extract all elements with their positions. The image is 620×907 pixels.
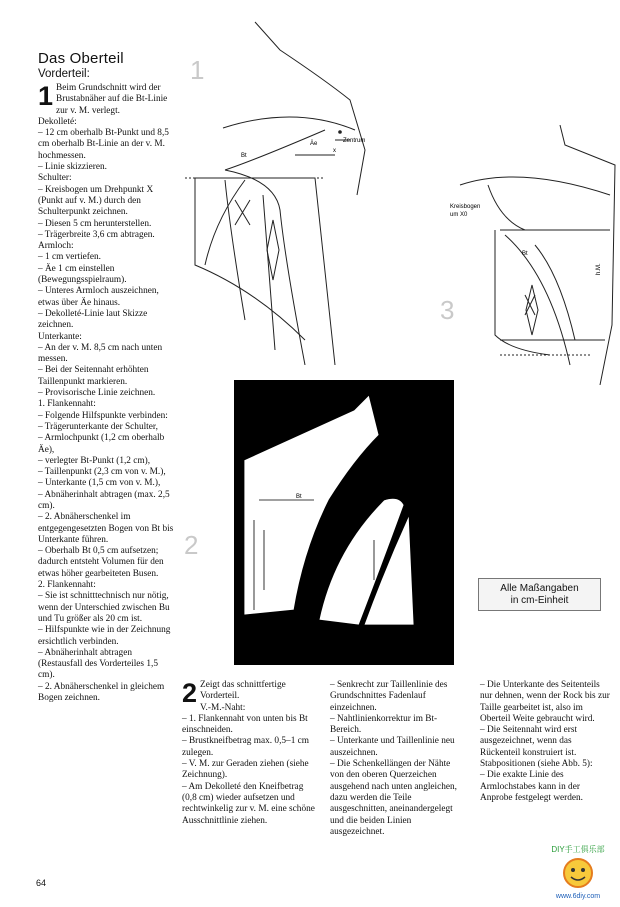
- col1-line: – Äe 1 cm einstellen (Bewegungsspielraum).: [38, 263, 127, 286]
- col4-line: Stabpositionen (siehe Abb. 5):: [480, 759, 593, 770]
- col1-line: – Taillenpunkt (2,3 cm von v. M.),: [38, 467, 166, 478]
- text-column-1: [38, 83, 175, 704]
- fig1-label-x: x: [333, 148, 336, 154]
- col2-intro: Zeigt das schnittfertige Vorderteil.: [200, 680, 286, 702]
- col1-line: – Kreisbogen um Drehpunkt X (Punkt auf v. M.) durch den Schulterpunkt zeichnen.: [38, 184, 154, 218]
- text-column-3: [330, 680, 464, 838]
- logo-circle: [564, 859, 592, 887]
- intro-paragraph: [38, 83, 175, 117]
- fig3-outline: [560, 125, 615, 385]
- col2-line: – Brustkneifbetrag max. 0,5–1 cm zulegen.: [182, 736, 310, 758]
- measurement-note: [478, 578, 601, 611]
- col1-line: – Provisorische Linie zeichnen.: [38, 388, 156, 399]
- fig3-label-um-x: um X0: [450, 212, 468, 218]
- figure-2-number: 2: [184, 530, 199, 560]
- col1-line: – 2. Abnäherschenkel im entgegengesetzten Bogen von Bt bis Unterkante führen.: [38, 512, 174, 545]
- col3-line: – Unterkante und Taillenlinie neu auszeichnen.: [330, 736, 455, 758]
- logo-url: www.6diy.com: [555, 893, 601, 900]
- section-subtitle: Vorderteil:: [38, 68, 90, 80]
- fig3-panel-seam-1: [505, 235, 570, 365]
- col3-line: – Die Schenkellängen der Nähte von den oberen Querzeichen ausgehend nach unten angleichen, dazu werden die Teile ausgeschnitten, aneinandergelegt und die beiden Linien ausgezeichnet.: [330, 759, 458, 837]
- col1-line: Schulter:: [38, 173, 72, 184]
- fig1-cross-mark: [235, 200, 250, 225]
- col1-line: – Diesen 5 cm herunterstellen.: [38, 218, 152, 229]
- fig1-label-ae: Äe: [310, 141, 318, 147]
- col1-line: – Folgende Hilfspunkte verbinden:: [38, 410, 168, 421]
- col1-line: Armloch:: [38, 241, 74, 252]
- dropcap-2: 2: [182, 678, 198, 708]
- fig1-label-bt: Bt: [241, 153, 247, 159]
- fig1-panel-seam-2: [205, 180, 245, 265]
- site-logo: [538, 840, 618, 902]
- col1-line: – An der v. M. 8,5 cm nach unten messen.: [38, 342, 163, 365]
- figure-1: [185, 20, 435, 365]
- col2-line: – 1. Flankennaht von unten bis Bt einschneiden.: [182, 713, 308, 736]
- logo-text: DIY手工俱乐部: [551, 845, 605, 854]
- fig3-label-bt: Bt: [522, 251, 528, 257]
- logo-eye-left: [571, 868, 575, 872]
- page-title: Das Oberteil: [38, 50, 124, 67]
- fig1-vertical-line: [263, 195, 275, 350]
- note-line-2: in cm-Einheit: [510, 595, 569, 606]
- col1-line: – Linie skizzieren.: [38, 162, 107, 173]
- col1-line: 2. Flankennaht:: [38, 580, 96, 591]
- col4-line: – Die Seitennaht wird erst ausgezeichnet, wenn das Rückenteil konstruiert ist.: [480, 725, 578, 758]
- figure-3-number: 3: [440, 295, 455, 325]
- fig3-shoulder-arc: [460, 177, 610, 195]
- col1-line: – 12 cm oberhalb Bt-Punkt und 8,5 cm oberhalb Bt-Linie an der v. M. hochmessen.: [38, 128, 169, 161]
- col1-line: – Unterkante (1,5 cm von v. M.),: [38, 478, 161, 489]
- intro-text: Beim Grundschnitt wird der Brustabnäher auf die Bt-Linie zur v. M. verlegt.: [56, 83, 168, 116]
- col3-line: – Senkrecht zur Taillenlinie des Grundschnittes Fadenlauf einzeichnen.: [330, 680, 448, 713]
- dropcap-1: 1: [38, 81, 54, 111]
- figure-2: [234, 380, 454, 665]
- col2-line: – V. M. zur Geraden ziehen (siehe Zeichnung).: [182, 759, 309, 781]
- col1-line: – verlegter Bt-Punkt (1,2 cm),: [38, 455, 151, 466]
- col1-line: – Bei der Seitennaht erhöhten Taillenpunkt markieren.: [38, 365, 149, 387]
- fig3-panel-seam-2: [535, 245, 575, 340]
- col1-line: – Dekolleté-Linie laut Skizze zeichnen.: [38, 308, 148, 331]
- fig1-neckline: [225, 130, 325, 170]
- col2-line: – Am Dekolleté den Kneifbetrag (0,8 cm) wieder aufsetzen und rechtwinkelig zur v. M. eine schöne Ausschnittlinie ziehen.: [182, 781, 315, 826]
- page-number: 64: [36, 878, 47, 888]
- col1-line: – Armlochpunkt (1,2 cm oberhalb Äe),: [38, 433, 165, 455]
- fig1-center-dot: [338, 130, 342, 134]
- fig2-label-bt: Bt: [296, 494, 302, 500]
- col4-list: [480, 680, 613, 804]
- col1-line: – 1 cm vertiefen.: [38, 252, 101, 263]
- col1-line: – Abnäherinhalt abtragen (Restausfall des Vorderteiles 1,5 cm).: [38, 647, 158, 681]
- col1-line: 1. Flankennaht:: [38, 399, 96, 410]
- text-column-4: [480, 680, 613, 804]
- col4-line: – Die Unterkante des Seitenteils nur dehnen, wenn der Rock bis zur Taille gearbeitet ist, also im Oberteil Weite gebraucht wird.: [480, 680, 610, 724]
- fig3-label-hm: h.M.: [596, 263, 602, 275]
- col1-line: – Abnäherinhalt abtragen (max. 2,5 cm).: [38, 489, 170, 511]
- fig1-hem: [195, 178, 305, 340]
- col3-list: [330, 680, 464, 838]
- col1-line: Dekolleté:: [38, 116, 77, 127]
- col2-line: V.-M.-Naht:: [200, 702, 246, 713]
- note-line-1: Alle Maßangaben: [500, 583, 579, 594]
- col1-line: – Sie ist schnitttechnisch nur nötig, wenn der Unterschied zwischen Bu und Tu größer als 20 cm ist.: [38, 591, 170, 624]
- text-column-2: [182, 680, 317, 827]
- fig1-shoulder-arc: [223, 117, 355, 130]
- col1-line: Unterkante:: [38, 331, 82, 342]
- col2-list: [182, 703, 317, 827]
- fig3-front-edge: [495, 230, 550, 355]
- col1-list: [38, 117, 175, 704]
- col1-line: – Oberhalb Bt 0,5 cm aufsetzen; dadurch entsteht Volumen für den etwas höher gearbeiteten Busen.: [38, 546, 164, 579]
- col1-line: – Unteres Armloch auszeichnen, etwas über Äe hinaus.: [38, 286, 159, 308]
- col3-line: – Nahtlinienkorrektur im Bt-Bereich.: [330, 713, 438, 736]
- col1-line: – Trägerbreite 3,6 cm abtragen.: [38, 229, 155, 240]
- figure-3: [440, 125, 620, 385]
- fig1-label-zentrum: Zentrum: [343, 138, 366, 144]
- fig1-dart-line: [225, 180, 245, 320]
- col1-line: – 2. Abnäherschenkel in gleichem Bogen zeichnen.: [38, 681, 165, 704]
- fig3-neckline: [488, 185, 525, 230]
- col4-line: – Die exakte Linie des Armlochstabes kann in der Anprobe festgelegt werden.: [480, 770, 584, 803]
- fig1-frame: [195, 178, 335, 365]
- fig1-front-outline: [255, 22, 365, 195]
- figure-1-number: 1: [190, 55, 205, 85]
- col1-line: – Trägerunterkante der Schulter,: [38, 421, 158, 432]
- col1-line: – Hilfspunkte wie in der Zeichnung ersichtlich verbinden.: [38, 625, 171, 647]
- fig3-label-kreisbogen: Kreisbogen: [450, 204, 481, 210]
- logo-eye-right: [581, 868, 585, 872]
